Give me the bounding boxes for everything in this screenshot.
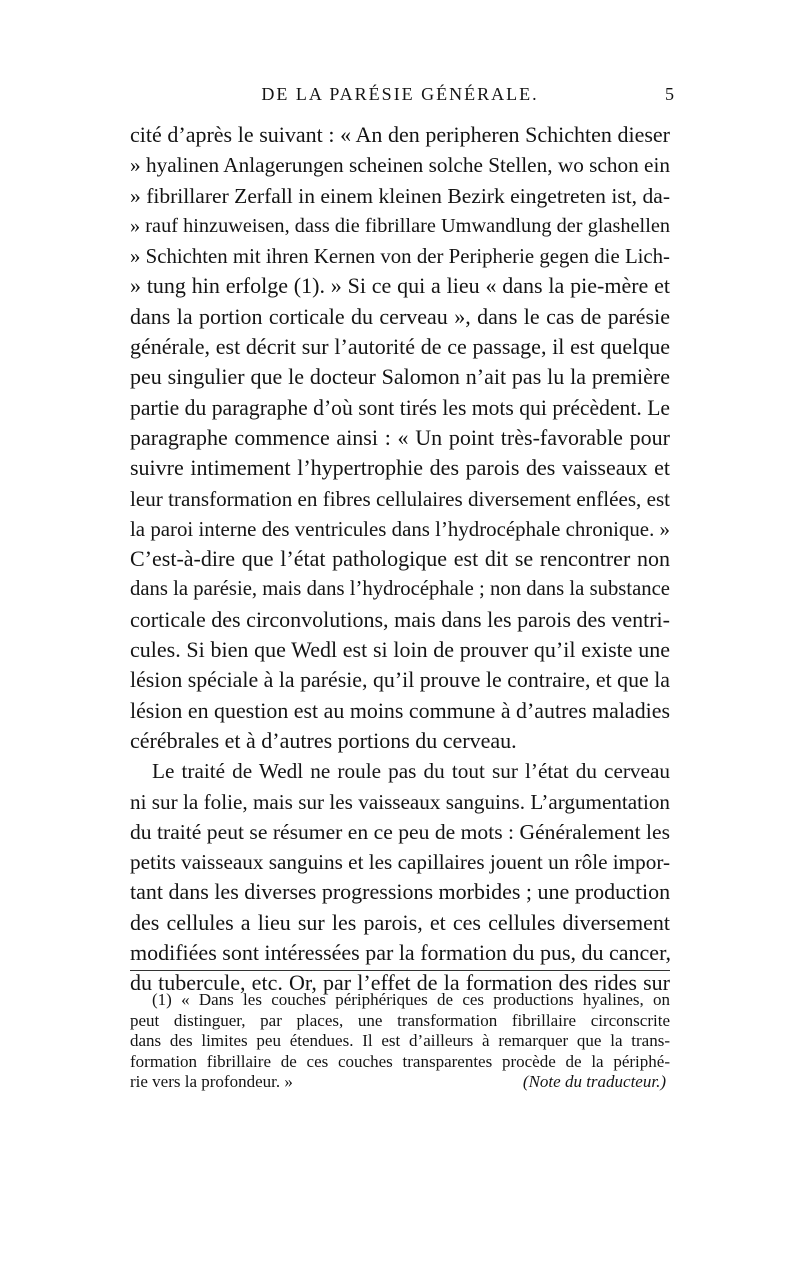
text-line: modifiées sont intéressées par la formation du pus, du cancer, — [130, 940, 672, 966]
text-line: peu singulier que le docteur Salomon n’ait pas lu la première — [130, 364, 670, 390]
text-line: » tung hin erfolge (1). » Si ce qui a lieu « dans la pie-mère et — [130, 273, 670, 299]
text-line: cité d’après le suivant : « An den peripheren Schichten dieser — [130, 122, 670, 147]
text-line: cérébrales et à d’autres portions du cerveau. — [130, 727, 517, 753]
text-line: » fibrillarer Zerfall in einem kleinen Bezirk eingetreten ist, da- — [130, 183, 670, 208]
footnote-line: dans des limites peu étendues. Il est d’ailleurs à remarquer que la trans- — [130, 1031, 670, 1050]
page-number: 5 — [665, 84, 674, 104]
footnote — [130, 990, 670, 1093]
running-header — [130, 84, 674, 105]
text-line: la paroi interne des ventricules dans l’hydrocéphale chronique. » — [130, 516, 670, 541]
text-line: Le traité de Wedl ne roule pas du tout sur l’état du cerveau — [152, 759, 670, 784]
footnote-line: peut distinguer, par places, une transformation fibrillaire circonscrite — [130, 1010, 670, 1030]
text-line: » hyalinen Anlagerungen scheinen solche Stellen, wo schon ein — [130, 153, 670, 178]
footnote-line: formation fibrillaire de ces couches transparentes procède de la périphé- — [130, 1051, 670, 1071]
footnote-separator — [130, 970, 670, 971]
footnote-attribution: (Note du traducteur.) — [522, 1072, 666, 1091]
text-line: tant dans les diverses progressions morbides ; une production — [130, 879, 671, 905]
text-line: petits vaisseaux sanguins et les capillaires jouent un rôle impor- — [130, 850, 670, 875]
text-line: corticale des circonvolutions, mais dans les parois des ventri- — [130, 606, 670, 632]
text-line: des cellules a lieu sur les parois, et ces cellules diversement — [130, 909, 670, 935]
text-line: paragraphe commence ainsi : « Un point très-favorable pour — [130, 424, 670, 450]
text-line: » Schichten mit ihren Kernen von der Peripherie gegen die Lich- — [130, 244, 670, 269]
text-line: dans la parésie, mais dans l’hydrocéphale ; non dans la substance — [130, 578, 670, 601]
running-title: DE LA PARÉSIE GÉNÉRALE. — [261, 84, 539, 104]
text-line: suivre intimement l’hypertrophie des parois des vaisseaux et — [130, 455, 670, 481]
text-line: lésion spéciale à la parésie, qu’il prouve le contraire, et que la — [130, 668, 670, 693]
text-line: cules. Si bien que Wedl est si loin de prouver qu’il existe une — [130, 637, 670, 663]
text-line: C’est-à-dire que l’état pathologique est dit se rencontrer non — [130, 546, 670, 572]
text-line: partie du paragraphe d’où sont tirés les mots qui précèdent. Le — [130, 395, 670, 420]
main-text — [130, 120, 670, 999]
footnote-line: (1) « Dans les couches périphériques de ces productions hyalines, on — [152, 990, 670, 1009]
text-line: » rauf hinzuweisen, dass die fibrillare Umwandlung der glashellen — [130, 214, 670, 237]
text-line: du tubercule, etc. Or, par l’effet de la formation des rides sur — [130, 970, 670, 996]
footnote-line: rie vers la profondeur. » — [130, 1072, 293, 1091]
text-line: ni sur la folie, mais sur les vaisseaux sanguins. L’argumentation — [130, 789, 670, 814]
text-line: leur transformation en fibres cellulaires diversement enflées, est — [130, 486, 671, 511]
text-line: lésion en question est au moins commune à d’autres maladies — [130, 697, 670, 723]
footnote-last-line — [130, 1072, 670, 1093]
text-line: dans la portion corticale du cerveau », dans le cas de parésie — [130, 303, 670, 329]
text-line: générale, est décrit sur l’autorité de ce passage, il est quelque — [130, 334, 670, 360]
text-line: du traité peut se résumer en ce peu de mots : Généralement les — [130, 819, 670, 844]
